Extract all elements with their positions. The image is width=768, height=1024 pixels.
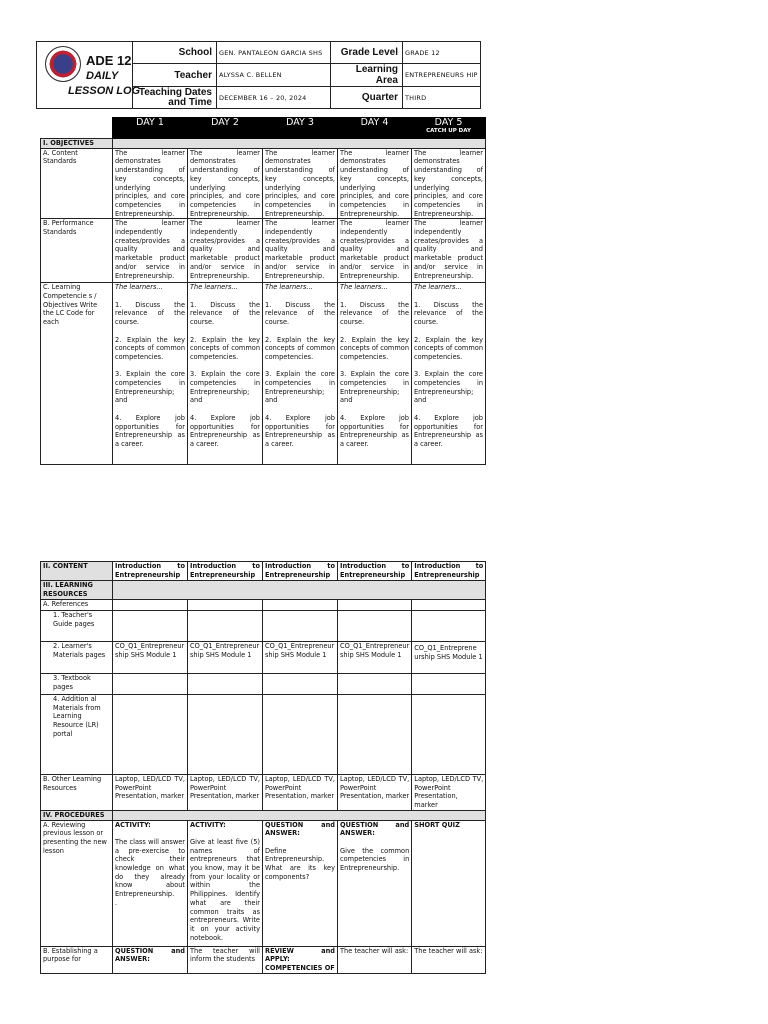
competency-1: 1. Discuss the relevance of the course. [190, 300, 260, 327]
corner-cell [41, 118, 113, 139]
learners-materials-label: 2. Learner's Materials pages [41, 642, 113, 674]
qa-title: QUESTION and ANSWER: [265, 820, 335, 838]
establishing-label: B. Establishing a purpose for [41, 946, 113, 973]
lm-day5: CO_Q1_Entreprene urship SHS Module 1 [412, 642, 486, 674]
competency-4: 4. Explore job opportunities for Entrepreneurship as a career. [265, 413, 335, 448]
learning-area-label: Learning Area [331, 64, 403, 87]
section-learning-resources: III. LEARNING RESOURCES [41, 581, 113, 600]
performance-standard-day3: The learner independently creates/provides a quality and marketable product and/or service in Entrepreneurship. [263, 219, 338, 283]
competency-2: 2. Explain the key concepts of common competencies. [414, 335, 483, 361]
qa-body: Give the common competencies in Entrepreneurship. [340, 846, 410, 873]
reviewing-day2 [188, 820, 263, 946]
day-1-header: DAY 1 [113, 118, 188, 139]
content-day1: Introduction to Entrepreneurship [113, 562, 188, 581]
references-label: A. References [41, 600, 113, 611]
competency-1: 1. Discuss the relevance of the course. [414, 300, 483, 327]
teacher-value: ALYSSA C. BELLEN [217, 64, 331, 87]
activity-body: Give at least five (5) names of entrepreneurs that you know, may it be from your locality or within the Philippines. Identify what are their common traits as entrepreneurs. Write it on your activity notebook. [190, 837, 260, 942]
short-quiz-title: SHORT QUIZ [414, 820, 460, 829]
textbook-pages-label: 3. Textbook pages [41, 674, 113, 695]
section-procedures: IV. PROCEDURES [41, 810, 113, 820]
establishing-day3: REVIEW and APPLY: COMPETENCIES OF [263, 946, 338, 973]
competencies-day3 [263, 283, 338, 465]
learners-intro: The learners… [190, 283, 238, 292]
teacher-label: Teacher [133, 64, 217, 87]
quarter-value: THIRD [403, 87, 481, 109]
day-5-header [412, 118, 486, 139]
competencies-day2 [188, 283, 263, 465]
reviewing-day4 [338, 820, 412, 946]
content-day4: Introduction to Entrepreneurship [338, 562, 412, 581]
learners-intro: The learners… [414, 283, 462, 292]
competency-4: 4. Explore job opportunities for Entrepreneurship as a career. [340, 413, 409, 448]
content-day5: Introduction to Entrepreneurship [412, 562, 486, 581]
content-standard-day2: The learner demonstrates understanding of key concepts, underlying principles, and core competencies in Entrepreneurship. [188, 148, 263, 219]
competency-3: 3. Explain the core competencies in Entrepreneurship; and [265, 370, 335, 405]
teachers-guide-label: 1. Teacher's Guide pages [41, 611, 113, 642]
school-value: GEN. PANTALEON GARCIA SHS [217, 42, 331, 64]
reviewing-label: A. Reviewing previous lesson or presenting the new lesson [41, 820, 113, 946]
reviewing-day5 [412, 820, 486, 946]
deped-seal-icon [45, 46, 81, 82]
competency-3: 3. Explain the core competencies in Entrepreneurship; and [414, 370, 483, 405]
learning-area-value: ENTREPRENEURS HIP [403, 64, 481, 87]
performance-standard-day4: The learner independently creates/provides a quality and marketable product and/or service in Entrepreneurship. [338, 219, 412, 283]
day-4-header: DAY 4 [338, 118, 412, 139]
competency-2: 2. Explain the key concepts of common competencies. [265, 335, 335, 361]
competency-2: 2. Explain the key concepts of common competencies. [340, 335, 409, 361]
section-objectives-fill [113, 139, 486, 149]
grade-word: ADE 12 [86, 53, 132, 68]
competency-3: 3. Explain the core competencies in Entrepreneurship; and [340, 370, 409, 405]
competency-1: 1. Discuss the relevance of the course. [265, 300, 335, 327]
competency-2: 2. Explain the key concepts of common competencies. [115, 335, 185, 361]
content-standard-day1: The learner demonstrates understanding of key concepts, underlying principles, and core competencies in Entrepreneurship. [113, 148, 188, 219]
competency-4: 4. Explore job opportunities for Entrepreneurship as a career. [414, 413, 483, 448]
competency-4: 4. Explore job opportunities for Entrepreneurship as a career. [115, 413, 185, 448]
grade-level-value: GRADE 12 [403, 42, 481, 64]
competency-2: 2. Explain the key concepts of common competencies. [190, 335, 260, 361]
other-day1: Laptop, LED/LCD TV, PowerPoint Presentation, marker [113, 775, 188, 811]
competency-1: 1. Discuss the relevance of the course. [340, 300, 409, 327]
other-resources-label: B. Other Learning Resources [41, 775, 113, 811]
grade-level-label: Grade Level [331, 42, 403, 64]
performance-standard-day5: The learner independently creates/provides a quality and marketable product and/or service in Entrepreneurship. [412, 219, 486, 283]
title-daily: DAILY [86, 70, 119, 82]
learners-intro: The learners… [265, 283, 313, 292]
activity-title: ACTIVITY: [115, 820, 151, 829]
lm-day4: CO_Q1_Entrepreneur ship SHS Module 1 [338, 642, 412, 674]
teaching-dates-value: DECEMBER 16 – 20, 2024 [217, 87, 331, 109]
competencies-day1 [113, 283, 188, 465]
performance-standard-day1: The learner independently creates/provides a quality and marketable product and/or service in Entrepreneurship. [113, 219, 188, 283]
competency-1: 1. Discuss the relevance of the course. [115, 300, 185, 327]
catch-up-day-label: CATCH UP DAY [426, 127, 471, 134]
lm-day3: CO_Q1_Entrepreneur ship SHS Module 1 [263, 642, 338, 674]
competency-3: 3. Explain the core competencies in Entrepreneurship; and [190, 370, 260, 405]
competency-3: 3. Explain the core competencies in Entrepreneurship; and [115, 370, 185, 405]
competencies-day5 [412, 283, 486, 465]
content-day2: Introduction to Entrepreneurship [188, 562, 263, 581]
learners-intro: The learners… [115, 283, 163, 292]
content-day3: Introduction to Entrepreneurship [263, 562, 338, 581]
title-lesson-log: LESSON LOG [68, 85, 141, 97]
lm-day1: CO_Q1_Entrepreneur ship SHS Module 1 [113, 642, 188, 674]
competencies-label: C. Learning Competencie s / Objectives Write the LC Code for each [41, 283, 113, 465]
other-day3: Laptop, LED/LCD TV, PowerPoint Presentation, marker [263, 775, 338, 811]
header-info-table [132, 41, 481, 109]
qa-body: Define Entrepreneurship. What are its key components? [265, 846, 335, 881]
quarter-label: Quarter [331, 87, 403, 109]
performance-standard-day2: The learner independently creates/provides a quality and marketable product and/or service in Entrepreneurship. [188, 219, 263, 283]
day-3-header: DAY 3 [263, 118, 338, 139]
qa-title: QUESTION and ANSWER: [340, 820, 410, 838]
reviewing-day3 [263, 820, 338, 946]
other-day4: Laptop, LED/LCD TV, PowerPoint Presentation, marker [338, 775, 412, 811]
competency-4: 4. Explore job opportunities for Entrepreneurship as a career. [190, 413, 260, 448]
day-2-header: DAY 2 [188, 118, 263, 139]
lesson-table [40, 561, 486, 974]
other-day2: Laptop, LED/LCD TV, PowerPoint Presentation, marker [188, 775, 263, 811]
section-resources-fill [113, 581, 486, 600]
day-5-label: DAY 5 [434, 117, 463, 128]
objectives-table [40, 117, 486, 465]
performance-standards-label: B. Performance Standards [41, 219, 113, 283]
activity-body: The class will answer a pre-exercise to check their knowledge on what do they already know about Entrepreneurship. . [115, 837, 185, 907]
other-day5: Laptop, LED/LCD TV, PowerPoint Presentation, marker [412, 775, 486, 811]
establishing-day5: The teacher will ask: [412, 946, 486, 973]
learners-intro: The learners… [340, 283, 388, 292]
section-procedures-fill [113, 810, 486, 820]
establishing-day1: QUESTION and ANSWER: [113, 946, 188, 973]
content-standard-day3: The learner demonstrates understanding of key concepts, underlying principles, and core competencies in Entrepreneurship. [263, 148, 338, 219]
reviewing-day1 [113, 820, 188, 946]
content-standard-day5: The learner demonstrates understanding of key concepts, underlying principles, and core competencies in Entrepreneurship. [412, 148, 486, 219]
teaching-dates-label: Teaching Dates and Time [133, 87, 217, 109]
additional-materials-label: 4. Addition al Materials from Learning Resource (LR) portal [41, 695, 113, 775]
school-label: School [133, 42, 217, 64]
lm-day2: CO_Q1_Entrepreneur ship SHS Module 1 [188, 642, 263, 674]
establishing-day4: The teacher will ask: [338, 946, 412, 973]
section-content: II. CONTENT [41, 562, 113, 581]
establishing-day2: The teacher will inform the students [188, 946, 263, 973]
competencies-day4 [338, 283, 412, 465]
content-standards-label: A. Content Standards [41, 148, 113, 219]
activity-title: ACTIVITY: [190, 820, 226, 829]
section-objectives: I. OBJECTIVES [41, 139, 113, 149]
content-standard-day4: The learner demonstrates understanding of key concepts, underlying principles, and core competencies in Entrepreneurship. [338, 148, 412, 219]
